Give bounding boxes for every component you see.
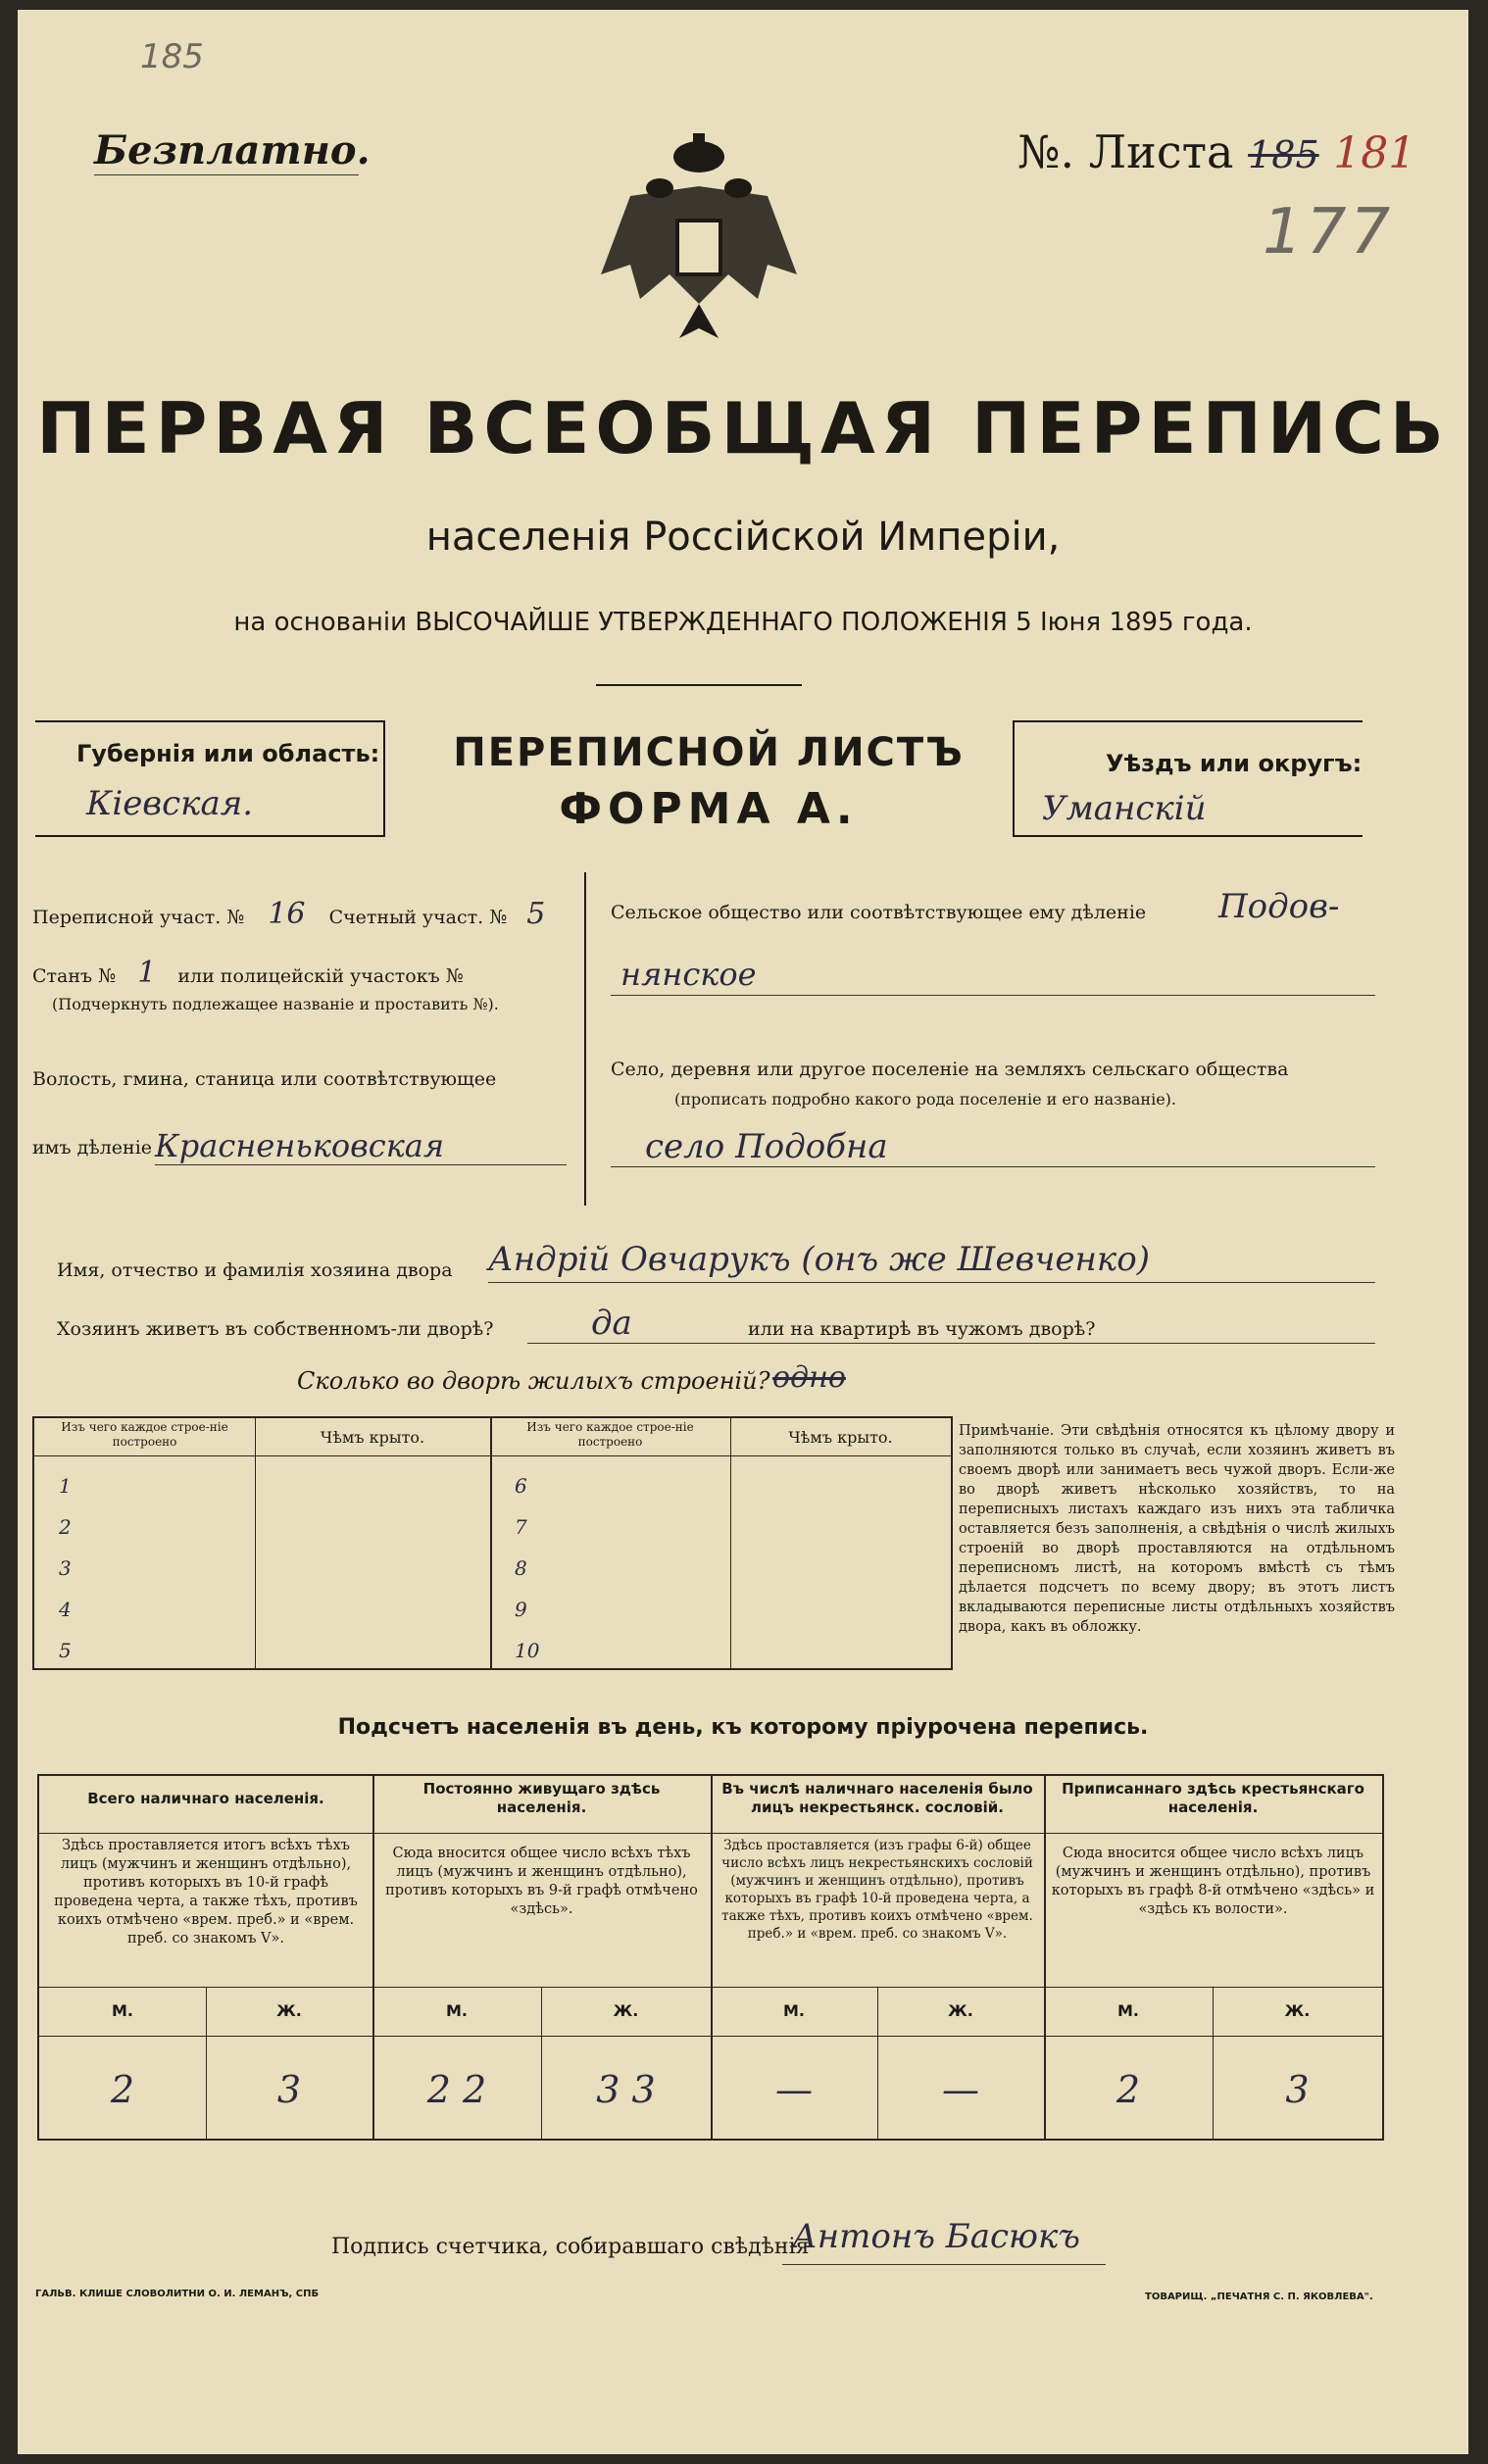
stan-row — [32, 956, 464, 990]
count-col1-head: Всего наличнаго населенія. — [87, 1790, 324, 1807]
m-label: М. — [1117, 2001, 1139, 2020]
count-col4-zh: 3 — [1285, 2068, 1310, 2111]
count-col3-zh: — — [942, 2068, 979, 2111]
society-value-1: Подов- — [1218, 887, 1340, 926]
uchastok-row — [32, 897, 559, 931]
volost-value: Красненьковская — [155, 1127, 445, 1164]
sheet-label: №. Листа — [1017, 125, 1234, 178]
column-divider — [584, 872, 586, 1206]
buildings-label: Сколько во дворѣ жилыхъ строеній? — [297, 1367, 770, 1395]
row-num: 3 — [59, 1556, 72, 1580]
buildings-rows-left — [59, 1465, 72, 1671]
row-num: 1 — [59, 1474, 72, 1498]
count-title: Подсчетъ населенія въ день, къ которому пріурочена перепись. — [337, 1715, 1149, 1740]
row-num: 6 — [515, 1474, 527, 1498]
row-num: 9 — [515, 1598, 527, 1621]
village-note: (прописать подробно какого рода поселеніе и его названіе). — [674, 1090, 1176, 1109]
count-col4-head: Приписаннаго здѣсь крестьянскаго населенія. — [1062, 1780, 1364, 1816]
form-subtitle: ФОРМА А. — [559, 784, 859, 834]
society-underline — [611, 995, 1375, 996]
signature-label: Подпись счетчика, собиравшаго свѣдѣнія — [331, 2235, 810, 2259]
form-title: ПЕРЕПИСНОЙ ЛИСТЪ — [453, 730, 965, 775]
own-yard-value: да — [591, 1304, 632, 1343]
count-col2-head: Постоянно живущаго здѣсь населенія. — [422, 1780, 661, 1816]
sheet-old-number: 185 — [1248, 133, 1319, 176]
uezd-value: Уманскій — [1042, 789, 1207, 828]
owner-name-value: Андрій Овчарукъ (онъ же Шевченко) — [488, 1240, 1150, 1279]
basis-line: на основаніи ВЫСОЧАЙШЕ УТВЕРЖДЕННАГО ПОЛОЖЕНІЯ 5 Іюня 1895 года. — [233, 608, 1253, 637]
row-num: 5 — [59, 1639, 72, 1662]
owner-name-underline — [488, 1282, 1375, 1283]
row-num: 4 — [59, 1598, 72, 1621]
count-table — [37, 1774, 1384, 2141]
corner-pencil-number: 185 — [140, 37, 204, 76]
buildings-col-material-left: Изъ чего каждое строе-ніе построено — [61, 1420, 228, 1449]
sheet-red-number: 181 — [1333, 128, 1416, 178]
sheet-number — [1017, 125, 1415, 178]
signature-underline — [782, 2264, 1106, 2265]
count-col4-desc: Сюда вносится общее число всѣхъ лицъ (мужчинъ и женщинъ отдѣльно), противъ которыхъ въ графѣ 8-й отмѣчено «здѣсь» и «здѣсь къ волости». — [1051, 1846, 1375, 1917]
count-col2-desc: Сюда вносится общее число всѣхъ тѣхъ лицъ (мужчинъ и женщинъ отдѣльно), противъ которыхъ въ 9-й графѣ отмѣчено «здѣсь». — [385, 1846, 698, 1917]
society-value-2: нянское — [620, 956, 757, 993]
zh-label: Ж. — [276, 2001, 302, 2020]
count-col4-m: 2 — [1116, 2068, 1141, 2111]
buildings-note: Примѣчаніе. Эти свѣдѣнія относятся къ цѣлому двору и заполняются только въ случаѣ, если хозяинъ живетъ въ своемъ дворѣ или занимаетъ весь чужой дворъ. Если-же во дворѣ живетъ нѣсколько хозяйствъ, то на переписныхъ листахъ каждаго изъ нихъ эта табличка оставляется безъ заполненія, а свѣдѣнія о числѣ жилыхъ строеній во дворѣ проставляются на отдѣльномъ переписномъ листѣ, на которомъ вмѣстѣ съ тѣмъ дѣлается подсчетъ по всему двору; въ этотъ листъ вкладываются переписные листы отдѣльныхъ хозяйствъ двора, какъ въ обложку. — [959, 1423, 1395, 1635]
count-col1-m: 2 — [110, 2068, 135, 2111]
main-title: ПЕРВАЯ ВСЕОБЩАЯ ПЕРЕПИСЬ — [36, 387, 1450, 469]
zh-label: Ж. — [948, 2001, 973, 2020]
stan-value: 1 — [137, 956, 157, 990]
ornament-divider — [596, 684, 802, 686]
uchastok-value: 16 — [268, 897, 306, 931]
police-label: или полицейскій участокъ № — [177, 965, 464, 987]
uchastok-label: Переписной участ. № — [32, 907, 245, 928]
count-col2-zh: 3 3 — [596, 2068, 656, 2111]
buildings-col-roof-right: Чѣмъ крыто. — [788, 1428, 893, 1447]
gubernia-value: Кіевская. — [86, 784, 254, 823]
volost-label-1: Волость, гмина, станица или соотвѣтствующее — [32, 1068, 497, 1090]
gubernia-label: Губернія или область: — [76, 740, 380, 767]
free-label: Безплатно. — [94, 127, 371, 173]
census-form-page — [18, 10, 1468, 2454]
count-col3-m: — — [775, 2068, 813, 2111]
buildings-value: одно — [772, 1360, 846, 1395]
volost-underline — [155, 1164, 567, 1165]
m-label: М. — [112, 2001, 133, 2020]
row-num: 8 — [515, 1556, 527, 1580]
volost-label-2: имъ дѣленіе — [32, 1137, 153, 1158]
count-col3-desc: Здѣсь проставляется (изъ графы 6-й) общее число всѣхъ лицъ некрестьянскихъ сословій (мужчинъ и женщинъ отдѣльно), противъ которыхъ въ графѣ 10-й проведена черта, а также тѣхъ, противъ коихъ отмѣчено «врем. преб.» и «врем. преб. со знакомъ V». — [721, 1838, 1033, 1942]
footer-left: ГАЛЬВ. КЛИШЕ СЛОВОЛИТНИ О. И. ЛЕМАНЪ, СПБ — [35, 2289, 320, 2299]
own-underline — [527, 1343, 1375, 1344]
row-num: 10 — [515, 1639, 540, 1662]
zh-label: Ж. — [1284, 2001, 1311, 2020]
signature-value: Антонъ Басюкъ — [792, 2217, 1080, 2256]
village-label: Село, деревня или другое поселеніе на земляхъ сельскаго общества — [611, 1059, 1289, 1080]
count-col3-head: Въ числѣ наличнаго населенія было лицъ некрестьянск. сословій. — [721, 1780, 1033, 1816]
row-num: 7 — [515, 1515, 527, 1539]
schet-label: Счетный участ. № — [328, 907, 508, 928]
count-col1-desc: Здѣсь проставляется итогъ всѣхъ тѣхъ лицъ (мужчинъ и женщинъ отдѣльно), противъ которыхъ въ 10-й графѣ проведена черта, а также тѣхъ, противъ коихъ отмѣчено «врем. преб.» и «врем. преб. со знакомъ V». — [54, 1838, 358, 1947]
buildings-table — [32, 1416, 953, 1670]
village-value: село Подобна — [645, 1127, 888, 1166]
row-num: 2 — [59, 1515, 72, 1539]
buildings-col-roof-left: Чѣмъ крыто. — [320, 1428, 425, 1447]
uezd-label: Уѣздъ или округъ: — [1106, 750, 1363, 777]
schet-value: 5 — [526, 897, 546, 931]
sheet-pencil-number: 177 — [1263, 196, 1395, 269]
village-underline — [611, 1166, 1375, 1167]
buildings-col-material-right: Изъ чего каждое строе-ніе построено — [526, 1420, 694, 1449]
society-label: Сельское общество или соотвѣтствующее ему дѣленіе — [611, 902, 1147, 923]
owner-name-label: Имя, отчество и фамилія хозяина двора — [57, 1259, 453, 1281]
count-col2-m: 2 2 — [426, 2068, 487, 2111]
free-underline — [94, 174, 359, 175]
buildings-rows-right — [515, 1465, 539, 1671]
m-label: М. — [446, 2001, 468, 2020]
footer-right: ТОВАРИЩ. „ПЕЧАТНЯ С. П. ЯКОВЛЕВА". — [1145, 2292, 1373, 2302]
imperial-eagle-emblem-icon — [591, 127, 807, 353]
count-col1-zh: 3 — [276, 2068, 302, 2111]
rent-label: или на квартирѣ въ чужомъ дворѣ? — [748, 1318, 1096, 1340]
own-yard-label: Хозяинъ живетъ въ собственномъ-ли дворѣ? — [57, 1318, 494, 1340]
zh-label: Ж. — [613, 2001, 639, 2020]
stan-note: (Подчеркнуть подлежащее названіе и проставить №). — [52, 995, 499, 1013]
subtitle: населенія Россійской Имперіи, — [425, 515, 1061, 560]
stan-label: Станъ № — [32, 965, 117, 987]
m-label: М. — [783, 2001, 805, 2020]
